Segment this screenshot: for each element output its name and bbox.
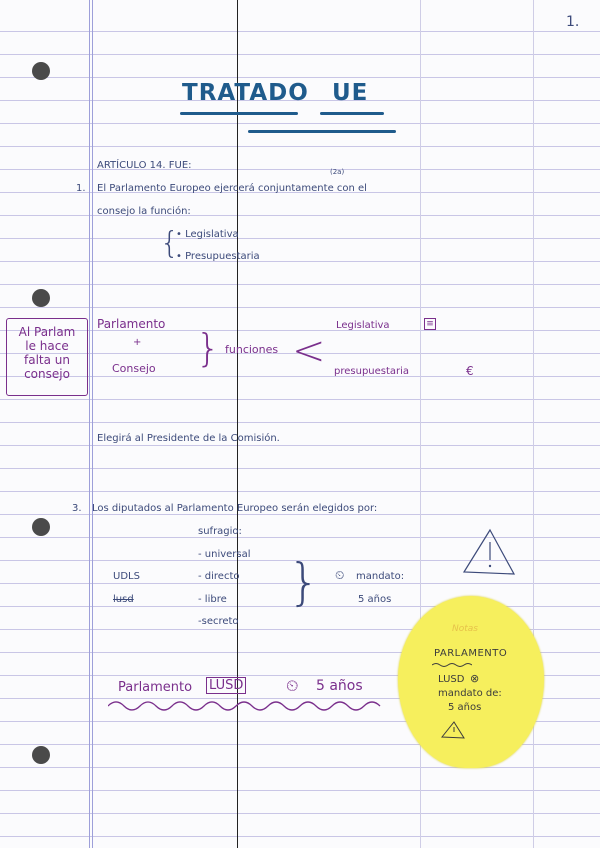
sticky-wavy-underline bbox=[432, 662, 472, 668]
document-icon: ≡ bbox=[424, 318, 436, 330]
udls-label: UDLS bbox=[113, 571, 140, 582]
brace-glyph: } bbox=[288, 553, 320, 611]
binder-hole bbox=[32, 289, 50, 307]
summary-parlamento: Parlamento bbox=[118, 680, 193, 695]
margin-note-line: le hace bbox=[25, 339, 69, 353]
diagram-plus: + bbox=[133, 337, 142, 348]
binder-hole bbox=[32, 746, 50, 764]
summary-years: 5 años bbox=[316, 678, 363, 694]
summary-lusd-box: LUSD bbox=[206, 677, 246, 694]
paragraph-number: 1. bbox=[76, 183, 86, 194]
binder-hole bbox=[32, 62, 50, 80]
brace-glyph: { bbox=[160, 226, 180, 261]
paragraph-line: consejo la función: bbox=[97, 206, 191, 217]
center-fold-line bbox=[237, 0, 238, 848]
sticky-line: 5 años bbox=[448, 702, 482, 713]
sufragio-item: - universal bbox=[198, 549, 251, 560]
sufragio-item: - directo bbox=[198, 571, 240, 582]
mandato-years: 5 años bbox=[358, 594, 392, 605]
diagram-legislativa: Legislativa bbox=[336, 320, 390, 331]
sufragio-item: - libre bbox=[198, 594, 227, 605]
article-annotation: (2a) bbox=[330, 168, 345, 176]
mandato-label: mandato: bbox=[356, 571, 405, 582]
margin-note bbox=[6, 318, 88, 396]
brace-glyph: } bbox=[196, 326, 221, 370]
clock-icon: ⏲ bbox=[286, 676, 299, 695]
title-underline bbox=[180, 112, 298, 115]
president-line: Elegirá al Presidente de la Comisión. bbox=[97, 433, 280, 444]
function-item: • Presupuestaria bbox=[176, 251, 260, 262]
circled-x-icon: ⊗ bbox=[470, 672, 480, 685]
margin-note-line: falta un bbox=[24, 353, 70, 367]
sticky-line: LUSD bbox=[438, 674, 465, 685]
sticky-brand: Notas bbox=[452, 624, 478, 634]
page-number: 1. bbox=[566, 14, 580, 30]
sticky-warning-icon bbox=[440, 720, 466, 740]
title-word-2: UE bbox=[332, 80, 369, 106]
margin-note-line: consejo bbox=[24, 367, 70, 381]
diagram-funciones: funciones bbox=[225, 343, 279, 356]
title-underline bbox=[248, 130, 396, 133]
left-margin-line-2 bbox=[92, 0, 93, 848]
section-line: Los diputados al Parlamento Europeo serán elegidos por: bbox=[92, 503, 378, 514]
margin-note-line: Al Parlam bbox=[18, 325, 76, 339]
sticky-line: mandato de: bbox=[438, 688, 502, 699]
binder-hole bbox=[32, 518, 50, 536]
sticky-title: PARLAMENTO bbox=[434, 648, 508, 659]
angle-bracket: < bbox=[292, 328, 326, 374]
diagram-consejo: Consejo bbox=[112, 362, 156, 375]
sufragio-label: sufragio: bbox=[198, 526, 242, 537]
wavy-underline bbox=[108, 696, 386, 716]
title-underline bbox=[320, 112, 384, 115]
paragraph-line: El Parlamento Europeo ejercerá conjuntamente con el bbox=[97, 183, 367, 194]
left-margin-line bbox=[89, 0, 90, 848]
euro-symbol: € bbox=[466, 364, 474, 378]
warning-triangle-icon bbox=[460, 526, 518, 578]
crossed-out-word: lusd bbox=[113, 594, 134, 605]
title-word-1: TRATADO bbox=[182, 80, 309, 106]
paragraph-number: 3. bbox=[72, 503, 82, 514]
diagram-parlamento: Parlamento bbox=[97, 317, 166, 331]
sticky-note bbox=[398, 596, 544, 768]
sufragio-item: -secreto bbox=[198, 616, 239, 627]
diagram-presupuestaria: presupuestaria bbox=[334, 366, 410, 377]
clock-icon: ⏲ bbox=[335, 568, 345, 582]
article-heading: ARTÍCULO 14. FUE: bbox=[97, 160, 192, 171]
function-item: • Legislativa bbox=[176, 229, 239, 240]
